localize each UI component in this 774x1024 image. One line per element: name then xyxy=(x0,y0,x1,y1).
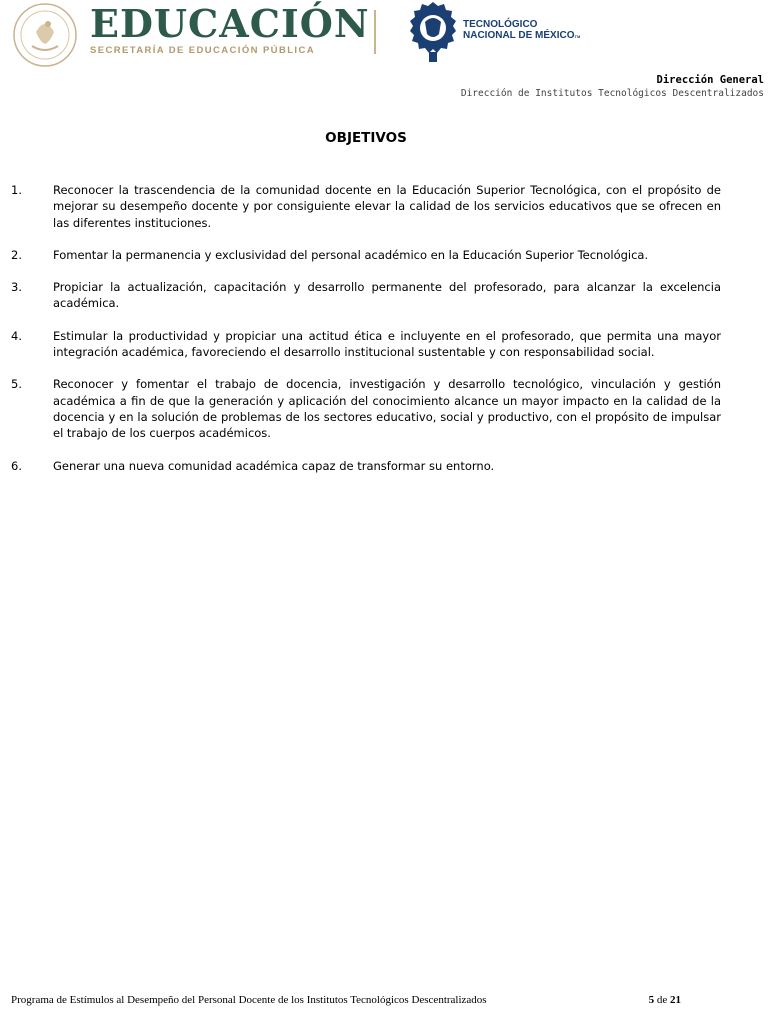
tecnm-gear-logo xyxy=(407,0,459,64)
item-number: 1. xyxy=(11,183,22,197)
header-divider xyxy=(374,10,376,54)
item-number: 3. xyxy=(11,280,22,295)
educacion-logo xyxy=(90,1,370,56)
educacion-wordmark: EDUCACIÓN xyxy=(90,1,370,46)
page-header xyxy=(0,0,774,110)
program-name: Programa de Estímulos al Desempeño del Personal Docente de los Institutos Tecnológicos Descentralizados xyxy=(11,994,487,1006)
page-number xyxy=(649,994,681,1006)
item-number: 2. xyxy=(11,247,22,262)
direccion-general: Dirección General xyxy=(656,74,764,86)
tecnm-line-1: TECNOLÓGICO xyxy=(463,19,538,30)
list-item xyxy=(11,458,721,474)
list-item xyxy=(11,247,721,263)
item-text: Reconocer y fomentar el trabajo de docencia, investigación y desarrollo tecnológico, vinculación y gestión académica a fin de que la generación y aplicación del conocimiento alcance un mayor impacto en la calidad de la docencia y en la solución de problemas de los sectores educativo, social y productivo, con el propósito de impulsar el trabajo de los cuerpos académicos. xyxy=(53,377,721,441)
list-item xyxy=(11,376,721,441)
item-text: Reconocer la trascendencia de la comunidad docente en la Educación Superior Tecnológica, con el propósito de mejorar su desempeño docente y por consiguiente elevar la calidad de los servicios educativos que se ofrecen en las diferentes instituciones. xyxy=(53,183,721,230)
item-number: 6. xyxy=(11,458,22,473)
page-total: 21 xyxy=(670,994,681,1006)
item-number: 4. xyxy=(11,328,22,343)
direccion-block xyxy=(461,74,764,100)
page-footer xyxy=(11,994,681,1006)
tecnm-line-2: NACIONAL DE MÉXICOTM xyxy=(463,30,581,41)
item-text: Estimular la productividad y propiciar una actitud ética e incluyente en el profesorado, que permita una mayor integración académica, favoreciendo el desarrollo institucional sustentable y con responsabilidad social. xyxy=(53,328,721,360)
item-text: Generar una nueva comunidad académica capaz de transformar su entorno. xyxy=(53,458,495,473)
item-number: 5. xyxy=(11,377,22,392)
item-text: Propiciar la actualización, capacitación y desarrollo permanente del profesorado, para alcanzar la excelencia académica. xyxy=(53,280,721,311)
page-of: de xyxy=(656,994,668,1006)
list-item xyxy=(11,182,721,231)
list-item xyxy=(11,279,721,312)
list-item xyxy=(11,328,721,361)
objectives-list xyxy=(11,182,721,490)
page-title: OBJETIVOS xyxy=(325,130,407,146)
item-text: Fomentar la permanencia y exclusividad del personal académico en la Educación Superior Tecnológica. xyxy=(53,247,649,262)
direccion-institutos: Dirección de Institutos Tecnológicos Descentralizados xyxy=(460,88,764,99)
sep-subtitle: SECRETARÍA DE EDUCACIÓN PÚBLICA xyxy=(90,45,315,56)
mexico-seal-logo xyxy=(12,2,78,68)
page-current: 5 xyxy=(648,994,655,1006)
tecnm-wordmark xyxy=(463,19,580,42)
